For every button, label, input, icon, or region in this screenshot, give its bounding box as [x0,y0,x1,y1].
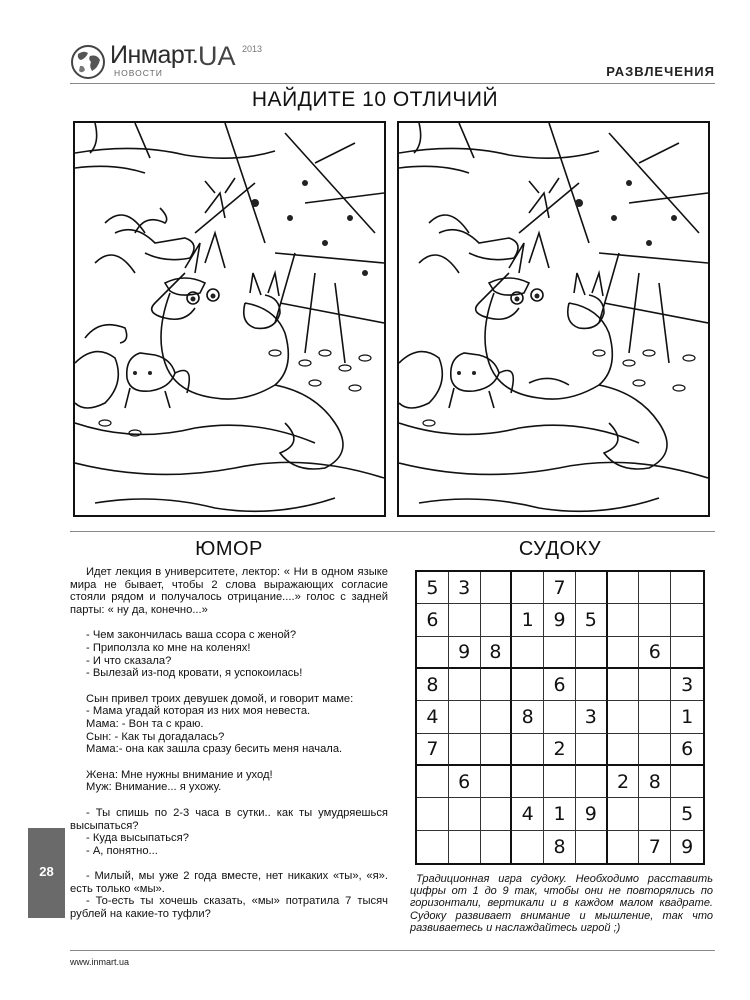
joke-1: Идет лекция в университете, лектор: « Ни в одном языке мира не бывает, чтобы 2 слова выражающих согласие стояли рядом и получалось отрицание....» голос с задней парты: « ну да, конечно...» [70,566,388,616]
sudoku-cell [481,798,513,830]
section-title: РАЗВЛЕЧЕНИЯ [606,64,715,79]
sudoku-cell: 2 [608,766,640,798]
sudoku-cell [481,734,513,766]
sudoku-cell: 7 [544,572,576,604]
sudoku-cell [449,701,481,733]
joke-line: Мама: - Вон та с краю. [86,717,204,730]
sudoku-cell: 2 [544,734,576,766]
sudoku-cell [639,604,671,636]
sudoku-cell: 7 [417,734,449,766]
sudoku-cell [481,766,513,798]
joke-line: - Мама угадай которая из них моя невеста. [86,705,311,718]
sudoku-cell [417,798,449,830]
sudoku-cell: 8 [639,766,671,798]
header-divider [70,83,715,84]
sudoku-cell: 9 [681,835,694,858]
sudoku-cell [608,831,640,863]
sudoku-cell [449,831,481,863]
joke-2 [70,629,388,679]
sudoku-cell [608,604,640,636]
sudoku-cell: 6 [544,669,576,701]
sudoku-cell [671,766,703,798]
joke-line: Мама:- она как зашла сразу бесить меня начала. [86,743,343,756]
sudoku-cell: 9 [576,798,608,830]
sudoku-cell [576,734,608,766]
sudoku-cell: 1 [544,798,576,830]
sudoku-cell: 6 [671,734,703,766]
humor-title: ЮМОР [195,538,263,560]
joke-line: - А, понятно... [86,844,158,857]
sudoku-cell: 3 [449,572,481,604]
footer-divider [70,950,715,951]
picture-right [397,121,710,517]
sudoku-cell [512,669,544,701]
sudoku-cell: 9 [449,637,481,669]
page-number: 28 [39,864,54,879]
sudoku-cell: 4 [512,798,544,830]
picture-left [73,121,386,517]
sudoku-cell [512,572,544,604]
sudoku-cell [481,669,513,701]
section-divider [70,531,715,532]
sudoku-cell [671,572,703,604]
sudoku-cell [608,701,640,733]
sudoku-cell [608,798,640,830]
sudoku-cell [417,637,449,669]
sudoku-cell [576,637,608,669]
page-number-tab [28,828,65,918]
sudoku-cell: 6 [417,604,449,636]
joke-line: Жена: Мне нужны внимание и уход! [86,768,273,781]
joke-6 [70,870,388,920]
logo-subtitle: НОВОСТИ [114,68,163,78]
sudoku-cell [608,637,640,669]
joke-line: Муж: Внимание... я ухожу. [86,781,222,794]
sudoku-cell: 9 [544,604,576,636]
footer-url: www.inmart.ua [70,957,130,967]
sudoku-cell [576,669,608,701]
sudoku-cell [512,831,544,863]
sudoku-title: СУДОКУ [518,538,602,560]
sudoku-cell [481,831,513,863]
sudoku-cell: 3 [671,669,703,701]
sudoku-cell [639,572,671,604]
sudoku-cell [671,637,703,669]
sudoku-cell [576,831,608,863]
sudoku-cell [417,766,449,798]
joke-line: - То-есть ты хочешь сказать, «мы» потратила 7 тысяч рублей на какие-то туфли? [70,895,388,921]
sudoku-cell [512,734,544,766]
sudoku-cell [449,734,481,766]
sudoku-cell: 1 [671,701,703,733]
sudoku-description: Традиционная игра судоку. Необходимо расставить цифры от 1 до 9 так, чтобы они не повторялись по горизонтали, вертикали и в каждом малом квадрате. Судоку развивает внимание и мышление, так что развиваетесь и наслаждайтесь игрой ;) [410,873,713,934]
sudoku-cell: 1 [512,604,544,636]
sudoku-cell: 7 [639,831,671,863]
sudoku-grid [415,570,705,865]
sudoku-cell: 8 [481,637,513,669]
sudoku-cell: 8 [417,669,449,701]
sudoku-cell [417,831,449,863]
sudoku-cell [544,701,576,733]
joke-line: - Куда высыпаться? [86,832,189,845]
sudoku-cell: 3 [576,701,608,733]
globe-logo-icon [70,44,106,80]
sudoku-cell [608,734,640,766]
sudoku-cell [544,766,576,798]
joke-3 [70,693,388,756]
logo-year: 2013 [242,44,263,54]
sudoku-cell [481,604,513,636]
sudoku-cell [449,604,481,636]
sudoku-cell [608,669,640,701]
sudoku-cell [512,637,544,669]
joke-line: - И что сказала? [86,654,172,667]
winter-scene-illustration [399,123,708,515]
joke-line: - Ты спишь по 2-3 часа в сутки.. как ты умудряешься высыпаться? [70,806,388,832]
sudoku-cell [544,637,576,669]
humor-column [70,566,388,934]
joke-line: - Приползла ко мне на коленях! [86,641,251,654]
sudoku-cell [639,798,671,830]
sudoku-cell [639,734,671,766]
logo-ua: UA [198,41,236,71]
sudoku-cell: 5 [576,604,608,636]
sudoku-cell: 8 [544,831,576,863]
sudoku-cell [481,701,513,733]
sudoku-cell [639,669,671,701]
sudoku-cell [512,766,544,798]
joke-line: Сын привел троих девушек домой, и говорит маме: [86,692,354,705]
joke-line: - Вылезай из-под кровати, я успокоилась! [86,667,303,680]
puzzle-title: НАЙДИТЕ 10 ОТЛИЧИЙ [251,88,499,111]
sudoku-cell [671,604,703,636]
joke-line: - Милый, мы уже 2 года вместе, нет никаких «ты», «я». есть только «мы». [70,870,388,895]
joke-line: - Чем закончилась ваша ссора с женой? [86,629,297,642]
sudoku-cell: 8 [512,701,544,733]
sudoku-cell: 5 [671,798,703,830]
sudoku-cell [576,572,608,604]
sudoku-cell [481,572,513,604]
joke-line: Сын: - Как ты догадалась? [86,730,225,743]
logo-name: Инмарт. [110,41,199,69]
sudoku-cell [608,572,640,604]
page-header [70,40,715,84]
sudoku-cell [449,669,481,701]
winter-scene-illustration [75,123,384,515]
sudoku-cell [639,701,671,733]
sudoku-cell [576,766,608,798]
sudoku-cell: 5 [417,572,449,604]
joke-4 [70,769,388,794]
sudoku-cell [449,798,481,830]
sudoku-cell: 4 [417,701,449,733]
sudoku-cell: 6 [639,637,671,669]
sudoku-cell: 6 [449,766,481,798]
joke-5 [70,807,388,857]
